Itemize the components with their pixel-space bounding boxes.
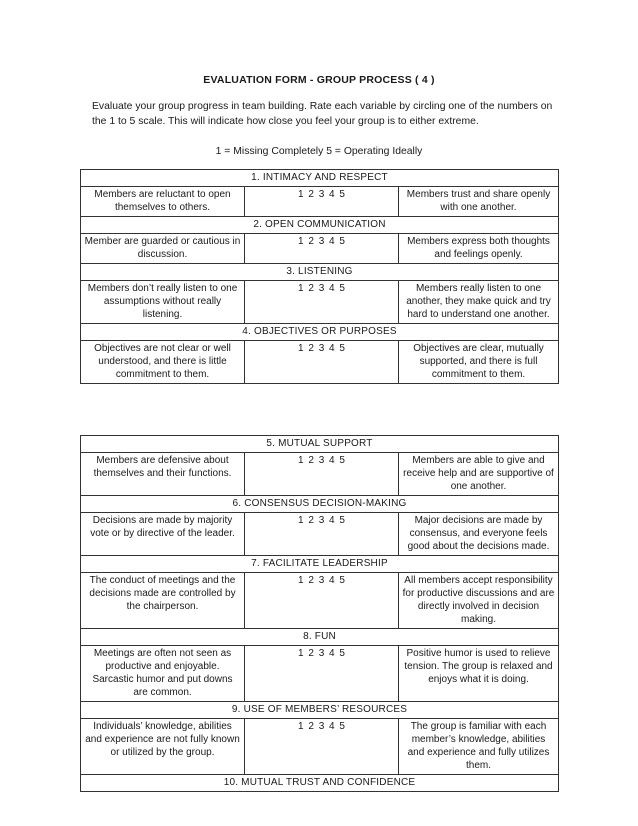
section-2-row bbox=[81, 234, 559, 264]
section-5-rating-scale[interactable]: 1 2 3 4 5 bbox=[245, 453, 399, 496]
section-4-rating-scale[interactable]: 1 2 3 4 5 bbox=[245, 341, 399, 384]
section-8-row bbox=[81, 646, 559, 702]
scale-legend: 1 = Missing Completely 5 = Operating Ideally bbox=[215, 146, 423, 157]
evaluation-table-part-2 bbox=[80, 435, 559, 792]
section-9-rating-scale[interactable]: 1 2 3 4 5 bbox=[245, 719, 399, 775]
section-7-low-description: The conduct of meetings and the decisions made are controlled by the chairperson. bbox=[81, 573, 245, 629]
section-3-rating-scale[interactable]: 1 2 3 4 5 bbox=[245, 281, 399, 324]
section-4-heading: 4. OBJECTIVES OR PURPOSES bbox=[81, 324, 559, 341]
section-7-rating-scale[interactable]: 1 2 3 4 5 bbox=[245, 573, 399, 629]
section-8-high-description: Positive humor is used to relieve tension. The group is relaxed and enjoys what it is doing. bbox=[399, 646, 559, 702]
section-8-heading: 8. FUN bbox=[81, 629, 559, 646]
section-8-low-description: Meetings are often not seen as productive and enjoyable. Sarcastic humor and put downs are common. bbox=[81, 646, 245, 702]
section-3-high-description: Members really listen to one another, they make quick and try hard to understand one another. bbox=[399, 281, 559, 324]
section-1-heading: 1. INTIMACY AND RESPECT bbox=[81, 170, 559, 187]
section-7-heading: 7. FACILITATE LEADERSHIP bbox=[81, 556, 559, 573]
section-5-row bbox=[81, 453, 559, 496]
section-9-low-description: Individuals’ knowledge, abilities and experience are not fully known or utilized by the group. bbox=[81, 719, 245, 775]
section-6-rating-scale[interactable]: 1 2 3 4 5 bbox=[245, 513, 399, 556]
section-6-heading: 6. CONSENSUS DECISION-MAKING bbox=[81, 496, 559, 513]
section-6-low-description: Decisions are made by majority vote or by directive of the leader. bbox=[81, 513, 245, 556]
form-title: EVALUATION FORM - GROUP PROCESS ( 4 ) bbox=[203, 74, 435, 86]
section-5-low-description: Members are defensive about themselves and their functions. bbox=[81, 453, 245, 496]
section-4-high-description: Objectives are clear, mutually supported, and there is full commitment to them. bbox=[399, 341, 559, 384]
section-8-rating-scale[interactable]: 1 2 3 4 5 bbox=[245, 646, 399, 702]
section-2-rating-scale[interactable]: 1 2 3 4 5 bbox=[245, 234, 399, 264]
section-2-high-description: Members express both thoughts and feelings openly. bbox=[399, 234, 559, 264]
section-3-heading: 3. LISTENING bbox=[81, 264, 559, 281]
section-3-low-description: Members don’t really listen to one assumptions without really listening. bbox=[81, 281, 245, 324]
section-2-heading: 2. OPEN COMMUNICATION bbox=[81, 217, 559, 234]
section-6-row bbox=[81, 513, 559, 556]
section-1-high-description: Members trust and share openly with one another. bbox=[399, 187, 559, 217]
section-1-row bbox=[81, 187, 559, 217]
section-4-row bbox=[81, 341, 559, 384]
section-1-rating-scale[interactable]: 1 2 3 4 5 bbox=[245, 187, 399, 217]
instructions-text: Evaluate your group progress in team building. Rate each variable by circling one of the numbers on the 1 to 5 scale. This will indicate how close you feel your group is to either extreme. bbox=[92, 101, 553, 127]
section-1-low-description: Members are reluctant to open themselves to others. bbox=[81, 187, 245, 217]
section-4-low-description: Objectives are not clear or well understood, and there is little commitment to them. bbox=[81, 341, 245, 384]
section-6-high-description: Major decisions are made by consensus, and everyone feels good about the decisions made. bbox=[399, 513, 559, 556]
section-7-high-description: All members accept responsibility for productive discussions and are directly involved in decision making. bbox=[399, 573, 559, 629]
section-9-high-description: The group is familiar with each member’s knowledge, abilities and experience and fully utilizes them. bbox=[399, 719, 559, 775]
section-9-row bbox=[81, 719, 559, 775]
section-5-high-description: Members are able to give and receive help and are supportive of one another. bbox=[399, 453, 559, 496]
section-3-row bbox=[81, 281, 559, 324]
section-2-low-description: Member are guarded or cautious in discussion. bbox=[81, 234, 245, 264]
evaluation-table-part-1 bbox=[80, 169, 559, 384]
section-5-heading: 5. MUTUAL SUPPORT bbox=[81, 436, 559, 453]
section-9-heading: 9. USE OF MEMBERS’ RESOURCES bbox=[81, 702, 559, 719]
section-10-heading: 10. MUTUAL TRUST AND CONFIDENCE bbox=[81, 775, 559, 792]
section-7-row bbox=[81, 573, 559, 629]
